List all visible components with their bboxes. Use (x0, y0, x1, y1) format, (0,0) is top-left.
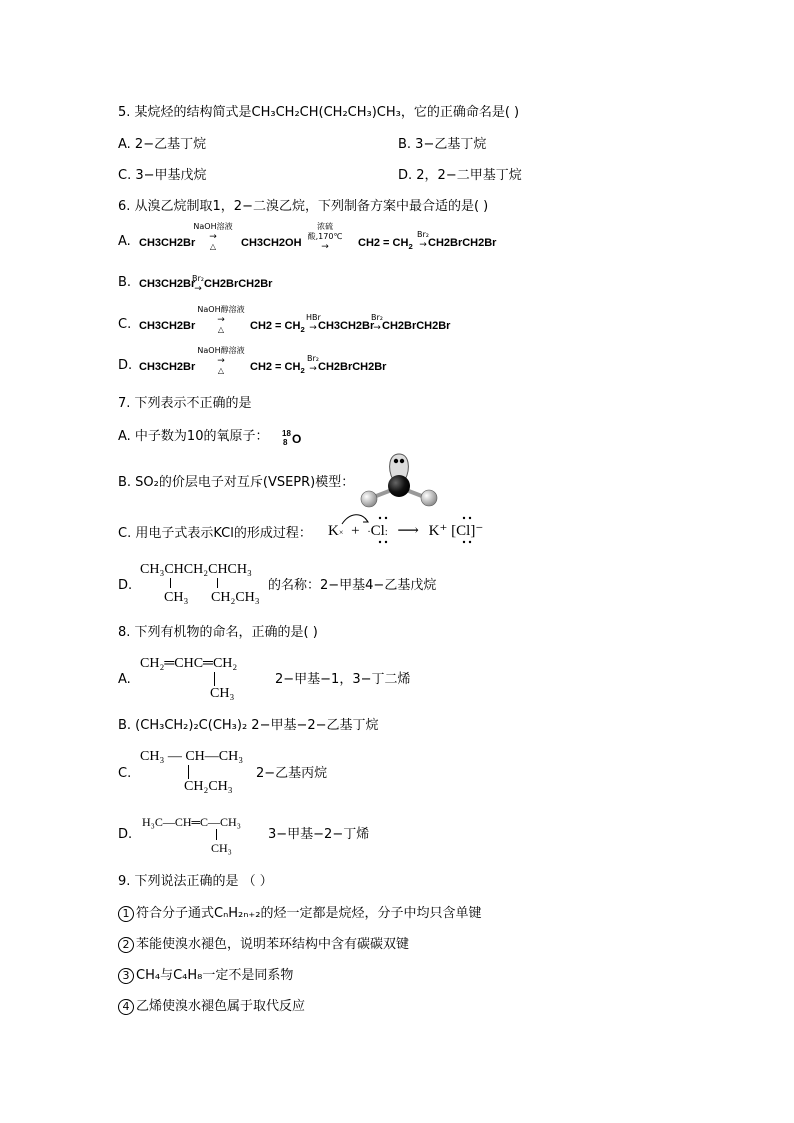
q5-option-a: A. 2−乙基丁烷 (118, 137, 207, 152)
q6-c-label: C. (118, 317, 132, 332)
q7-option-c: C. 用电子式表示KCl的形成过程： (118, 526, 312, 541)
circle-number-4: 4 (118, 999, 134, 1015)
q9-stem: 9. 下列说法正确的是 （ ） (118, 874, 273, 889)
q9-item: 2 苯能使溴水褪色，说明苯环结构中含有碳碳双键 (118, 936, 409, 954)
q7-d-name: 的名称：2−甲基4−乙基戊烷 (268, 578, 437, 593)
q6-c-reactant: CH3CH2Br (139, 320, 196, 332)
q9-item: 4 乙烯使溴水褪色属于取代反应 (118, 998, 305, 1016)
q5-option-d: D. 2，2−二甲基丁烷 (398, 168, 522, 183)
q6-c-product3: CH2BrCH2Br (382, 320, 451, 332)
q6-a-reactant: CH3CH2Br (139, 237, 196, 249)
q8-d-structure: H₃C—CH═C—CH₃ CH₃ (142, 815, 241, 855)
q8-d-name: 3−甲基−2−丁烯 (268, 827, 370, 842)
vsepr-model-image (355, 450, 445, 510)
q6-stem: 6. 从溴乙烷制取1，2−二溴乙烷，下列制备方案中最合适的是( ) (118, 199, 489, 214)
q8-c-structure: CH₃ — CH—CH₃ CH₂CH₃ (140, 749, 244, 794)
k-atom: K (328, 523, 339, 539)
electron-formula: K× + ·Cl: ⟶ K⁺ [Cl]⁻ (328, 523, 484, 539)
q8-option-b: B. (CH₃CH₂)₂C(CH₃)₂ 2−甲基−2−乙基丁烷 (118, 718, 379, 733)
q8-a-label: A. (118, 672, 131, 687)
q5-stem: 5. 某烷烃的结构简式是CH₃CH₂CH(CH₂CH₃)CH₃，它的正确命名是( ) (118, 105, 520, 120)
circle-number-1: 1 (118, 906, 134, 922)
q6-c-product2: CH3CH2Br (318, 320, 375, 332)
q6-d-reactant: CH3CH2Br (139, 361, 196, 373)
q6-c-product1: $CH2 = CH_2$ (250, 320, 305, 335)
q6-c-arrow3: Br₂ → (371, 313, 383, 333)
q7-a-isotope: 18 8 O (282, 429, 302, 447)
q7-d-label: D. (118, 578, 133, 593)
q8-a-name: 2−甲基−1，3−丁二烯 (275, 672, 411, 687)
q8-c-label: C. (118, 766, 132, 781)
q6-a-product2: $CH2 = CH_2$ (358, 237, 413, 252)
q6-a-product1: CH3CH2OH (241, 237, 302, 249)
q6-a-arrow2: 浓硫酸,170℃ → (307, 222, 343, 252)
k-ion: K⁺ (428, 523, 448, 539)
q9-item: 1 符合分子通式CₙH₂ₙ₊₂的烃一定都是烷烃，分子中均只含单键 (118, 905, 482, 923)
q7-option-a: A. 中子数为10的氧原子： (118, 429, 269, 444)
cl-ion: [Cl]⁻ (451, 523, 484, 539)
reaction-arrow: ⟶ (397, 523, 419, 539)
q7-option-b: B. SO₂的价层电子对互斥(VSEPR)模型： (118, 475, 355, 490)
q6-c-arrow1: NaOH醇溶液 → △ (197, 305, 245, 334)
q8-d-label: D. (118, 827, 133, 842)
q5-option-b: B. 3−乙基丁烷 (398, 137, 487, 152)
circle-number-2: 2 (118, 937, 134, 953)
q6-c-arrow2: HBr → (306, 313, 321, 333)
q8-c-name: 2−乙基丙烷 (256, 766, 328, 781)
q6-b-product: CH2BrCH2Br (204, 278, 273, 290)
electron-transfer-arrow-icon (336, 510, 496, 550)
cl-atom: Cl (370, 523, 385, 539)
q6-a-arrow1: NaOH溶液 → △ (193, 222, 233, 251)
q8-a-structure: CH₂═CHC═CH₂ CH₃ (140, 656, 238, 701)
q6-b-reactant: CH3CH2Br (139, 278, 196, 290)
q7-d-structure: CH₃CHCH₂CHCH₃ CH₃ CH₂CH₃ (140, 562, 260, 605)
q6-d-arrow2: Br₂ → (307, 354, 319, 374)
q6-b-label: B. (118, 275, 132, 290)
q6-d-product2: CH2BrCH2Br (318, 361, 387, 373)
q5-option-c: C. 3−甲基戊烷 (118, 168, 207, 183)
q6-a-arrow3: Br₂ → (417, 230, 429, 250)
q6-d-label: D. (118, 358, 133, 373)
q6-d-product1: $CH2 = CH_2$ (250, 361, 305, 376)
q6-d-arrow1: NaOH醇溶液 → △ (197, 346, 245, 375)
q7-stem: 7. 下列表示不正确的是 (118, 396, 252, 411)
q9-item: 3 CH₄与C₄H₈一定不是同系物 (118, 967, 293, 985)
circle-number-3: 3 (118, 968, 134, 984)
q8-stem: 8. 下列有机物的命名，正确的是( ) (118, 625, 318, 640)
q6-a-label: A. (118, 234, 131, 249)
q6-a-product3: CH2BrCH2Br (428, 237, 497, 249)
q6-b-arrow: Br₂ → (192, 274, 204, 294)
